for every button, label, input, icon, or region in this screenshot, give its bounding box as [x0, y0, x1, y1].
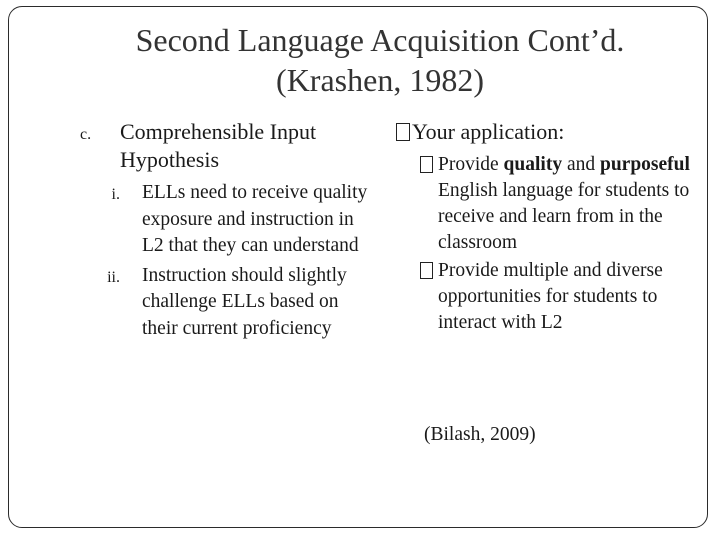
list-item — [396, 258, 696, 336]
hypothesis-points — [80, 180, 370, 342]
title-line-1: Second Language Acquisition Cont’d. — [135, 22, 625, 58]
list-item-text — [438, 152, 696, 256]
text-part: Provide — [438, 154, 504, 175]
hypothesis-heading: Comprehensible Input Hypothesis — [120, 119, 317, 172]
citation: (Bilash, 2009) — [424, 424, 536, 445]
emphasis-quality: quality — [503, 154, 563, 175]
left-column — [80, 118, 370, 345]
slide-title — [40, 20, 720, 100]
application-heading: Your application: — [412, 119, 565, 144]
list-item — [80, 180, 370, 260]
missing-glyph-box-icon — [420, 262, 433, 279]
list-item — [396, 152, 696, 256]
list-item-text: Provide multiple and diverse opportunities for students to interact with L2 — [438, 260, 663, 333]
missing-glyph-box-icon — [420, 156, 433, 173]
emphasis-purposeful: purposeful — [599, 154, 690, 175]
list-marker: c. — [80, 126, 92, 143]
hypothesis-item — [80, 118, 370, 174]
list-item-text: Instruction should slightly challenge ELLs based on their current proficiency — [142, 264, 347, 339]
application-heading-item — [396, 118, 696, 146]
title-line-2: (Krashen, 1982) — [276, 62, 484, 98]
list-item-text: ELLs need to receive quality exposure and instruction in L2 that they can understand — [142, 182, 368, 256]
right-column — [396, 118, 696, 338]
missing-glyph-box-icon — [396, 123, 410, 141]
list-number: i. — [111, 186, 120, 203]
list-number: ii. — [107, 268, 120, 286]
text-part: English language for students to receive and learn from in the classroom — [438, 180, 690, 253]
text-part: and — [562, 154, 600, 175]
list-item — [80, 263, 370, 343]
